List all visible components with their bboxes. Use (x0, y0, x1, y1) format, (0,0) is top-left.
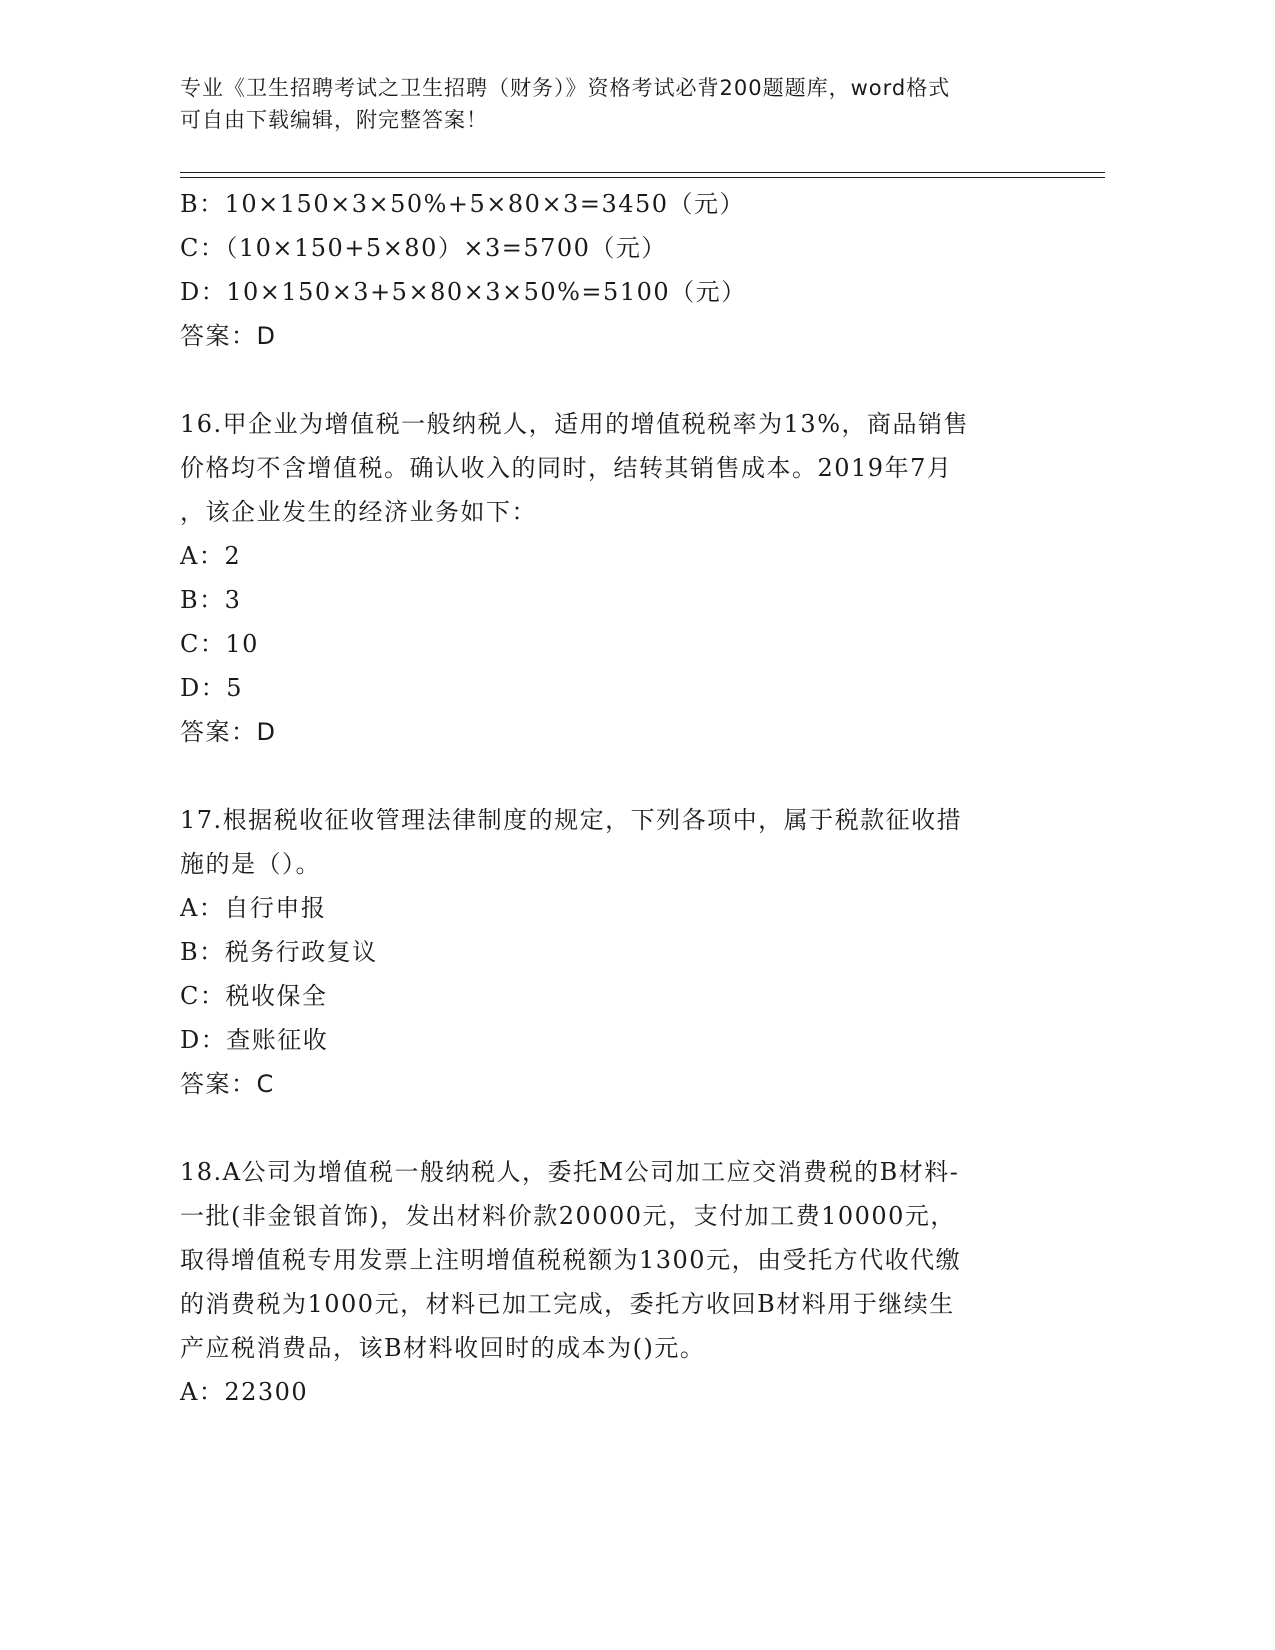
option-a: A：2 (180, 542, 242, 570)
option-d: D：5 (180, 674, 244, 702)
question-gap (180, 754, 1040, 798)
header-line-2: 可自由下载编辑，附完整答案！ (180, 108, 488, 132)
option-c: C：（10×150+5×80）×3=5700（元） (180, 234, 667, 262)
document-header (180, 72, 1060, 136)
option-c: C：10 (180, 630, 259, 658)
question-stem-line: 施的是（）。 (180, 850, 321, 878)
question-16 (180, 402, 1040, 754)
question-stem-line: 一批(非金银首饰)，发出材料价款20000元，支付加工费10000元， (180, 1202, 956, 1230)
question-17 (180, 798, 1040, 1106)
question-gap (180, 1106, 1040, 1150)
question-stem-line: 18.A公司为增值税一般纳税人，委托M公司加工应交消费税的B材料- (180, 1158, 960, 1186)
question-stem-line: 产应税消费品，该B材料收回时的成本为()元。 (180, 1334, 706, 1362)
question-stem-line: 16.甲企业为增值税一般纳税人，适用的增值税税率为13%，商品销售 (180, 410, 970, 438)
question-stem-line: 价格均不含增值税。确认收入的同时，结转其销售成本。2019年7月 (180, 454, 953, 482)
question-15-tail (180, 182, 1040, 358)
question-gap (180, 358, 1040, 402)
option-a: A：22300 (180, 1378, 309, 1406)
option-b: B：3 (180, 586, 242, 614)
header-divider-bottom (180, 177, 1105, 178)
option-d: D：查账征收 (180, 1026, 329, 1054)
question-stem-line: 17.根据税收征收管理法律制度的规定，下列各项中，属于税款征收措 (180, 806, 963, 834)
option-c: C：税收保全 (180, 982, 328, 1010)
question-stem-line: 的消费税为1000元，材料已加工完成，委托方收回B材料用于继续生 (180, 1290, 955, 1318)
header-line-1: 专业《卫生招聘考试之卫生招聘（财务）》资格考试必背200题题库，word格式 (180, 76, 951, 100)
question-content (180, 182, 1040, 1414)
question-stem-line: ，该企业发生的经济业务如下： (180, 498, 537, 526)
answer-line: 答案：D (180, 322, 277, 350)
option-a: A：自行申报 (180, 894, 327, 922)
option-b: B：税务行政复议 (180, 938, 378, 966)
option-d: D：10×150×3+5×80×3×50%=5100（元） (180, 278, 747, 306)
header-divider-top (180, 172, 1105, 173)
question-stem-line: 取得增值税专用发票上注明增值税税额为1300元，由受托方代收代缴 (180, 1246, 962, 1274)
question-18 (180, 1150, 1040, 1414)
option-b: B：10×150×3×50%+5×80×3=3450（元） (180, 190, 746, 218)
answer-line: 答案：D (180, 718, 277, 746)
answer-line: 答案：C (180, 1070, 275, 1098)
